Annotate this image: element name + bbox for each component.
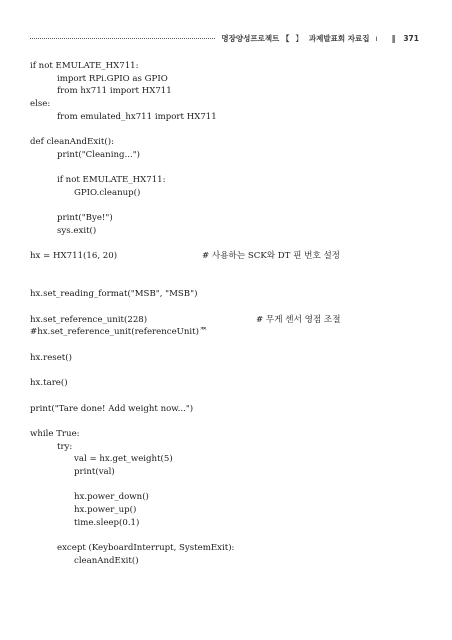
header-title: 명장양성프로젝트 【 (221, 33, 290, 43)
blank-line (30, 415, 430, 428)
code-line: GPIO.cleanup() (74, 187, 141, 198)
code-comment: # 무게 센서 영점 조절 (256, 314, 341, 325)
code-line: from hx711 import HX711 (57, 86, 172, 97)
blank-line (30, 123, 430, 136)
header-dot-leader (30, 38, 215, 39)
blank-line (30, 263, 430, 276)
blank-line (30, 301, 430, 314)
code-line: from emulated_hx711 import HX711 (57, 111, 217, 122)
code-line: import RPi.GPIO as GPIO (57, 73, 168, 84)
blank-line (30, 276, 430, 289)
code-line: hx.power_down() (74, 492, 149, 503)
header-bracket: 】 (295, 33, 303, 43)
blank-line (30, 479, 430, 492)
code-line: try: (57, 441, 73, 452)
code-line: def cleanAndExit(): (30, 137, 114, 148)
code-line: print("Bye!") (57, 213, 113, 224)
code-line: if not EMULATE_HX711: (30, 61, 139, 71)
code-line-with-comment (30, 250, 430, 263)
code-line: hx.tare() (30, 378, 68, 389)
code-line: print(val) (74, 467, 115, 477)
code-line: except (KeyboardInterrupt, SystemExit): (57, 543, 235, 554)
code-line: sys.exit() (57, 225, 97, 236)
code-text: hx.set_reference_unit(228) (30, 314, 148, 325)
code-comment: # 사용하는 SCK와 DT 핀 번호 설정 (202, 251, 341, 262)
blank-line (30, 162, 430, 175)
code-line: print("Cleaning...") (57, 149, 141, 160)
code-listing (30, 60, 430, 568)
code-line: time.sleep(0.1) (74, 517, 140, 528)
page-number: 371 (403, 33, 419, 43)
blank-line (30, 390, 430, 403)
code-line: else: (30, 99, 51, 110)
header-bars: ‖ (391, 33, 396, 43)
code-line: #hx.set_reference_unit(referenceUnit)ᄍ (30, 327, 208, 338)
page-header (30, 31, 419, 45)
code-line: print("Tare done! Add weight now...") (30, 403, 194, 414)
code-line: if not EMULATE_HX711: (57, 175, 166, 186)
blank-line (30, 365, 430, 378)
blank-line (30, 529, 430, 542)
code-line: hx.set_reading_format("MSB", "MSB") (30, 289, 198, 300)
code-text: hx = HX711(16, 20) (30, 251, 118, 262)
code-line: val = hx.get_weight(5) (74, 454, 173, 465)
code-line-with-comment (30, 314, 430, 327)
blank-line (30, 200, 430, 213)
header-subtitle: 과제발표회 자료집 (308, 33, 370, 43)
code-line: cleanAndExit() (74, 555, 139, 566)
code-line: hx.power_up() (74, 505, 137, 516)
code-line: while True: (30, 428, 80, 439)
code-line: hx.reset() (30, 352, 72, 363)
blank-line (30, 339, 430, 352)
header-mark: ı (375, 33, 378, 43)
blank-line (30, 238, 430, 251)
